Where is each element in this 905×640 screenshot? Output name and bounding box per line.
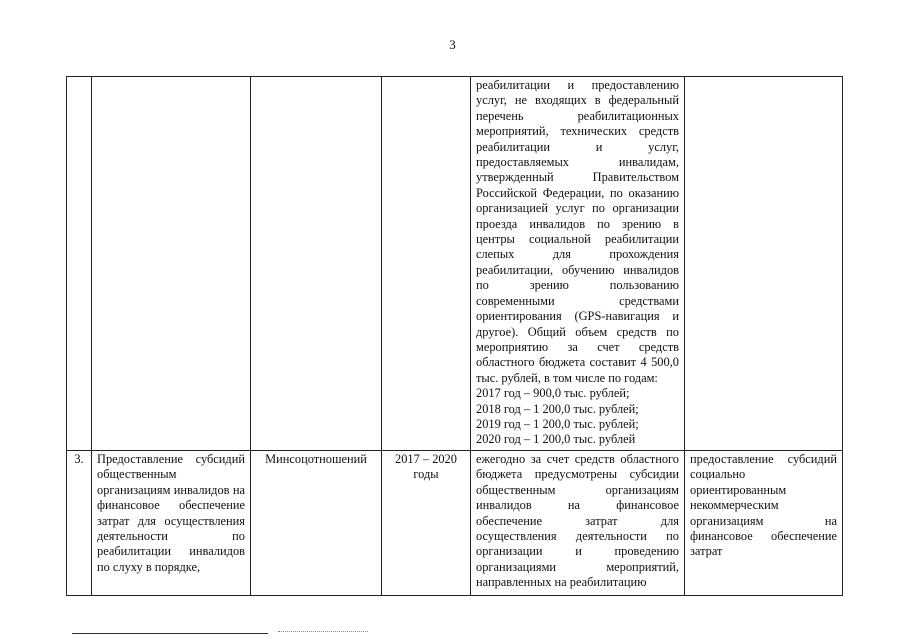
cell-period: 2017 – 2020 годы xyxy=(382,451,471,596)
year-line-2017: 2017 год – 900,0 тыс. рублей; xyxy=(476,386,630,401)
cell-executor-empty xyxy=(251,77,382,451)
page-number: 3 xyxy=(449,37,456,52)
measures-table xyxy=(66,76,843,596)
footer-dots xyxy=(278,631,368,634)
year-line-2019: 2019 год – 1 200,0 тыс. рублей; xyxy=(476,416,639,431)
cell-result-empty xyxy=(685,77,843,451)
year-line-2020: 2020 год – 1 200,0 тыс. рублей xyxy=(476,432,636,447)
table-row-3 xyxy=(67,451,843,596)
cell-row-number: 3. xyxy=(67,451,92,596)
cell-description-continuation xyxy=(471,77,685,451)
footer-rule xyxy=(72,633,268,634)
table-row-continuation xyxy=(67,77,843,451)
cell-result: предоставление субсидий социально ориентированным некоммерческим организациям на финансовое обеспечение затрат xyxy=(685,451,843,596)
cell-period-empty xyxy=(382,77,471,451)
cell-description: ежегодно за счет средств областного бюджета предусмотрены субсидии общественным организациям инвалидов на финансовое обеспечение затрат для осуществления деятельности по организации и проведению организациями мероприятий, направленных на реабилитацию xyxy=(471,451,685,596)
cell-number-empty xyxy=(67,77,92,451)
year-line-2018: 2018 год – 1 200,0 тыс. рублей; xyxy=(476,401,639,416)
description-continuation-text: реабилитации и предоставлению услуг, не входящих в федеральный перечень реабилитационных мероприятий, технических средств реабилитации и услуг, предоставляемых инвалидам, утвержденный Правительством Российской Федерации, по оказанию организацией услуг по организации проезда инвалидов по зрению в центры социальной реабилитации слепых для прохождения реабилитации, обучению инвалидов по зрению пользованию современными средствами ориентирования (GPS-навигация и другое). Общий объем средств по мероприятию за счет средств областного бюджета составит 4 500,0 тыс. рублей, в том числе по годам: xyxy=(476,78,679,385)
cell-executor: Минсоцотношений xyxy=(251,451,382,596)
cell-measure-empty xyxy=(92,77,251,451)
cell-measure: Предоставление субсидий общественным организациям инвалидов на финансовое обеспечение затрат для осуществления деятельности по реабилитации инвалидов по слуху в порядке, xyxy=(92,451,251,596)
